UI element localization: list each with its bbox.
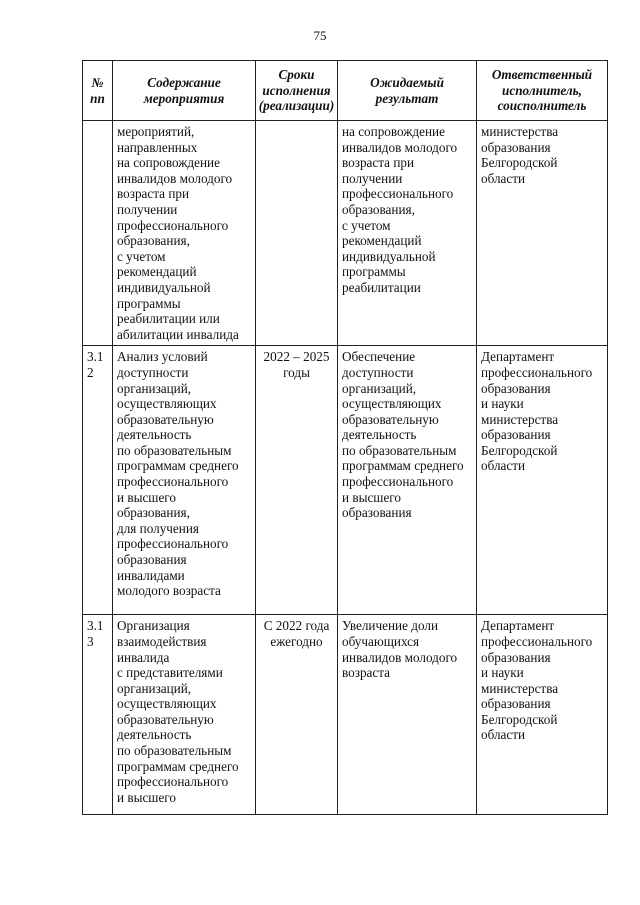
text-line: профессионального (481, 633, 593, 649)
text-line: организаций, (342, 380, 417, 396)
table-row (83, 346, 608, 615)
text-line: мероприятий, (117, 124, 195, 139)
text-line: возраста при (342, 155, 415, 171)
row-num: 3.13 (83, 615, 113, 815)
text-line: № (91, 74, 104, 90)
text-line: рекомендаций (342, 233, 422, 249)
text-line: организаций, (117, 680, 192, 696)
text-line: с представителями (117, 665, 223, 681)
text-line: Ответственный (491, 67, 593, 83)
text-line: осуществляющих (342, 396, 442, 412)
text-line: получении (342, 170, 403, 186)
row-result (338, 121, 477, 346)
row-num (83, 121, 113, 346)
row-num: 3.12 (83, 346, 113, 615)
text-line: мероприятия (143, 90, 225, 106)
text-line: инвалидов молодого (117, 170, 233, 186)
activities-table (82, 60, 608, 815)
text-line: и высшего (342, 489, 401, 505)
text-line: С 2022 года (263, 618, 330, 634)
text-line: по образовательным (342, 442, 457, 458)
text-line: образовательную (342, 411, 439, 427)
text-line: рекомендаций (117, 264, 197, 280)
table-header-row (83, 61, 608, 121)
text-line: образования (481, 649, 551, 665)
text-line: Департамент (481, 349, 555, 365)
text-line: соисполнитель (497, 98, 587, 114)
text-line: доступности (342, 364, 414, 380)
text-line: получении (117, 201, 178, 217)
row-content (113, 121, 256, 346)
text-line: министерства (481, 411, 559, 427)
text-line: образования (481, 427, 551, 443)
row-content (113, 615, 256, 815)
text-line: образования, (117, 233, 190, 249)
text-line: образования (481, 696, 551, 712)
text-line: индивидуальной (117, 279, 211, 295)
text-line: профессионального (117, 774, 229, 790)
text-line: направленных (117, 139, 198, 155)
text-line: образования (481, 380, 551, 396)
text-line: и науки (481, 665, 524, 681)
text-line: деятельность (117, 427, 192, 443)
text-line: профессионального (342, 186, 454, 202)
text-line: Организация (117, 618, 190, 634)
row-content (113, 346, 256, 615)
text-line: профессионального (117, 217, 229, 233)
text-line: результат (375, 90, 439, 106)
text-line: инвалида (117, 649, 170, 665)
header-responsible (477, 61, 608, 121)
text-line: деятельность (117, 727, 192, 743)
text-line: возраста (342, 665, 391, 681)
text-line: на сопровождение (117, 155, 220, 171)
text-line: программам среднего (117, 458, 239, 474)
header-num (83, 61, 113, 121)
text-line: Белгородской (481, 155, 558, 171)
text-line: деятельность (342, 427, 417, 443)
text-line: (реализации) (258, 98, 335, 114)
text-line: взаимодействия (117, 633, 207, 649)
table-row (83, 121, 608, 346)
text-line: по образовательным (117, 442, 232, 458)
text-line: программам среднего (117, 758, 239, 774)
text-line: по образовательным (117, 743, 232, 759)
text-line: инвалидов молодого (342, 649, 458, 665)
row-responsible (477, 346, 608, 615)
text-line: профессионального (117, 474, 229, 490)
text-line: программам среднего (342, 458, 464, 474)
text-line: Увеличение доли (342, 618, 439, 634)
header-deadline (256, 61, 338, 121)
text-line: исполнения (262, 82, 331, 98)
row-responsible (477, 615, 608, 815)
text-line: инвалидами (117, 567, 185, 583)
text-line: индивидуальной (342, 248, 436, 264)
text-line: Содержание (147, 74, 221, 90)
text-line: профессионального (342, 474, 454, 490)
text-line: возраста при (117, 186, 190, 202)
text-line: Анализ условий (117, 349, 208, 365)
text-line: и высшего (117, 789, 176, 805)
text-line: Обеспечение (342, 349, 416, 365)
text-line: области (481, 727, 526, 743)
row-result (338, 615, 477, 815)
text-line: годы (283, 364, 310, 380)
text-line: Ожидаемый (370, 74, 444, 90)
header-content (113, 61, 256, 121)
text-line: для получения (117, 520, 199, 536)
text-line: образования, (342, 201, 415, 217)
text-line: образования, (117, 505, 190, 521)
text-line: профессионального (117, 536, 229, 552)
text-line: министерства (481, 680, 559, 696)
text-line: с учетом (117, 248, 166, 264)
text-line: осуществляющих (117, 696, 217, 712)
text-line: образования (342, 505, 412, 521)
text-line: осуществляющих (117, 396, 217, 412)
text-line: исполнитель, (502, 82, 582, 98)
text-line: программы (117, 295, 181, 311)
text-line: Департамент (481, 618, 555, 634)
text-line: на сопровождение (342, 124, 445, 139)
row-result (338, 346, 477, 615)
table-row (83, 615, 608, 815)
text-line: реабилитации или (117, 311, 220, 327)
text-line: молодого возраста (117, 583, 221, 599)
text-line: профессионального (481, 364, 593, 380)
row-deadline (256, 615, 338, 815)
text-line: области (481, 458, 526, 474)
text-line: с учетом (342, 217, 391, 233)
text-line: ежегодно (270, 633, 323, 649)
text-line: Белгородской (481, 711, 558, 727)
text-line: инвалидов молодого (342, 139, 458, 155)
page-number: 75 (313, 28, 327, 43)
text-line: области (481, 170, 526, 186)
text-line: образовательную (117, 411, 214, 427)
text-line: доступности (117, 364, 189, 380)
text-line: Белгородской (481, 442, 558, 458)
text-line: обучающихся (342, 633, 420, 649)
text-line: образования (481, 139, 551, 155)
text-line: организаций, (117, 380, 192, 396)
text-line: и высшего (117, 489, 176, 505)
text-line: Сроки (278, 67, 315, 83)
row-deadline (256, 121, 338, 346)
text-line: министерства (481, 124, 559, 139)
row-deadline (256, 346, 338, 615)
text-line: реабилитации (342, 279, 421, 295)
text-line: 2022 – 2025 (263, 349, 330, 365)
text-line: абилитации инвалида (117, 326, 239, 342)
header-result (338, 61, 477, 121)
text-line: пп (90, 90, 105, 106)
text-line: образовательную (117, 711, 214, 727)
text-line: программы (342, 264, 406, 280)
row-responsible (477, 121, 608, 346)
text-line: образования (117, 552, 187, 568)
text-line: и науки (481, 396, 524, 412)
